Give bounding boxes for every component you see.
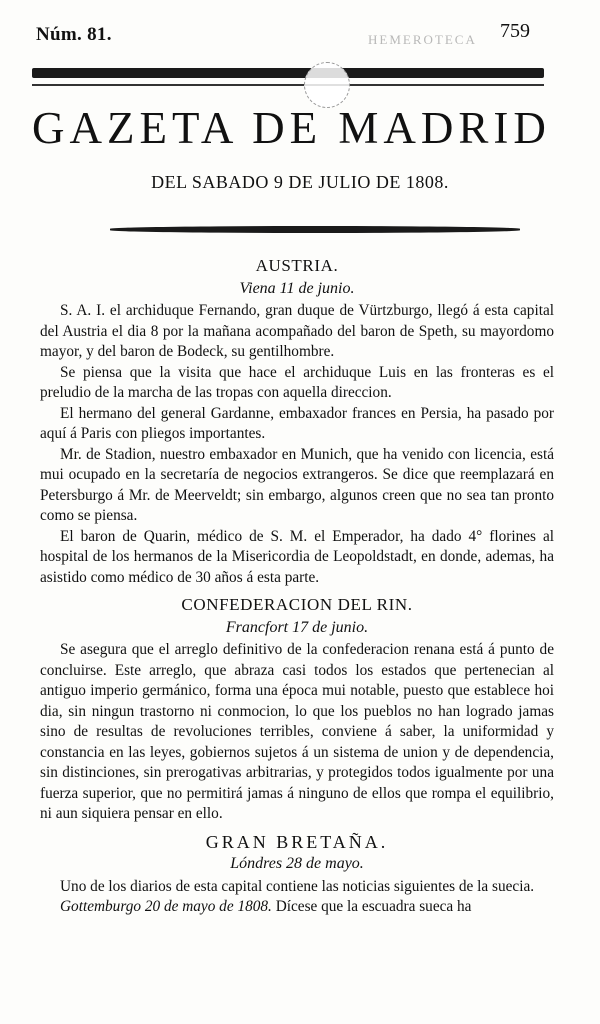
top-rule — [32, 68, 544, 78]
paragraph: Se asegura que el arreglo definitivo de la confederacion renana está á punto de concluirse. Este arreglo, que abraza casi todos los estados que pertenecian al antiguo imperio germánico, forma una época mui notable, puesto que establece hoi dia, sin ningun trastorno ni conmocion, lo que los pueblos no han logrado jamas sino de resultas de revoluciones terribles, conviene á saber, la uniformidad y constancia en las leyes, gobiernos sujetos á un sistema de union y de dependencia, sin distinciones, sin prerogativas arbitrarias, y protegidos todos igualmente por una fuerza superior, que no permitirá jamas á ninguno de ellos que rompa el equilibrio, ni aun siquiera pensar en ello. — [40, 641, 554, 822]
issue-number: Núm. 81. — [36, 24, 112, 45]
page-number: 759 — [500, 20, 530, 42]
paragraph: Mr. de Stadion, nuestro embaxador en Munich, que ha venido con licencia, está mui ocupado en la secretaría de negocios extrangeros. Se dice que reemplazará en Petersburgo á Mr. de Meerveldt; sin embargo, algunos creen que no sea tan pronto como se piensa. — [40, 445, 554, 524]
masthead-title: GAZETA DE MADRID — [32, 103, 551, 153]
section-heading-confederacion: CONFEDERACION DEL RIN. — [181, 595, 413, 614]
library-stamp: HEMEROTECA — [368, 32, 477, 47]
section-heading-austria: AUSTRIA. — [255, 256, 339, 275]
paragraph: El baron de Quarin, médico de S. M. el Emperador, ha dado 4° florines al hospital de los hermanos de la Misericordia de Leopoldstadt, en donde, ademas, ha asistido como médico de 30 años á esta parte. — [40, 527, 554, 586]
bottom-rule — [110, 226, 520, 233]
dateline-gottemburgo: Gottemburgo 20 de mayo de 1808. — [60, 898, 272, 915]
masthead-date: DEL SABADO 9 DE JULIO DE 1808. — [151, 172, 449, 192]
article-body — [40, 256, 554, 918]
section-heading-gran-bretana: GRAN BRETAÑA. — [205, 831, 389, 852]
paragraph: S. A. I. el archiduque Fernando, gran duque de Vürtzburgo, llegó á esta capital del Austria el dia 8 por la mañana acompañado del baron de Speth, su mayordomo mayor, y del baron de Bodeck, su gentilhombre. — [40, 302, 554, 360]
dateline-londres: Lóndres 28 de mayo. — [230, 855, 364, 872]
top-rule-thin — [32, 84, 544, 86]
paragraph: Uno de los diarios de esta capital contiene las noticias siguientes de la suecia. — [60, 877, 535, 895]
paragraph-gottemburgo — [40, 897, 554, 918]
paragraph-text: Dícese que la escuadra sueca ha — [275, 898, 472, 915]
paragraph: Se piensa que la visita que hace el archiduque Luis en las fronteras es el preludio de la marcha de las tropas con aquella direccion. — [40, 363, 554, 401]
paragraph: El hermano del general Gardanne, embaxador frances en Persia, ha pasado por aquí á Paris con pliegos importantes. — [40, 404, 554, 442]
dateline-viena: Viena 11 de junio. — [239, 279, 355, 297]
dateline-francfort: Francfort 17 de junio. — [225, 618, 369, 636]
